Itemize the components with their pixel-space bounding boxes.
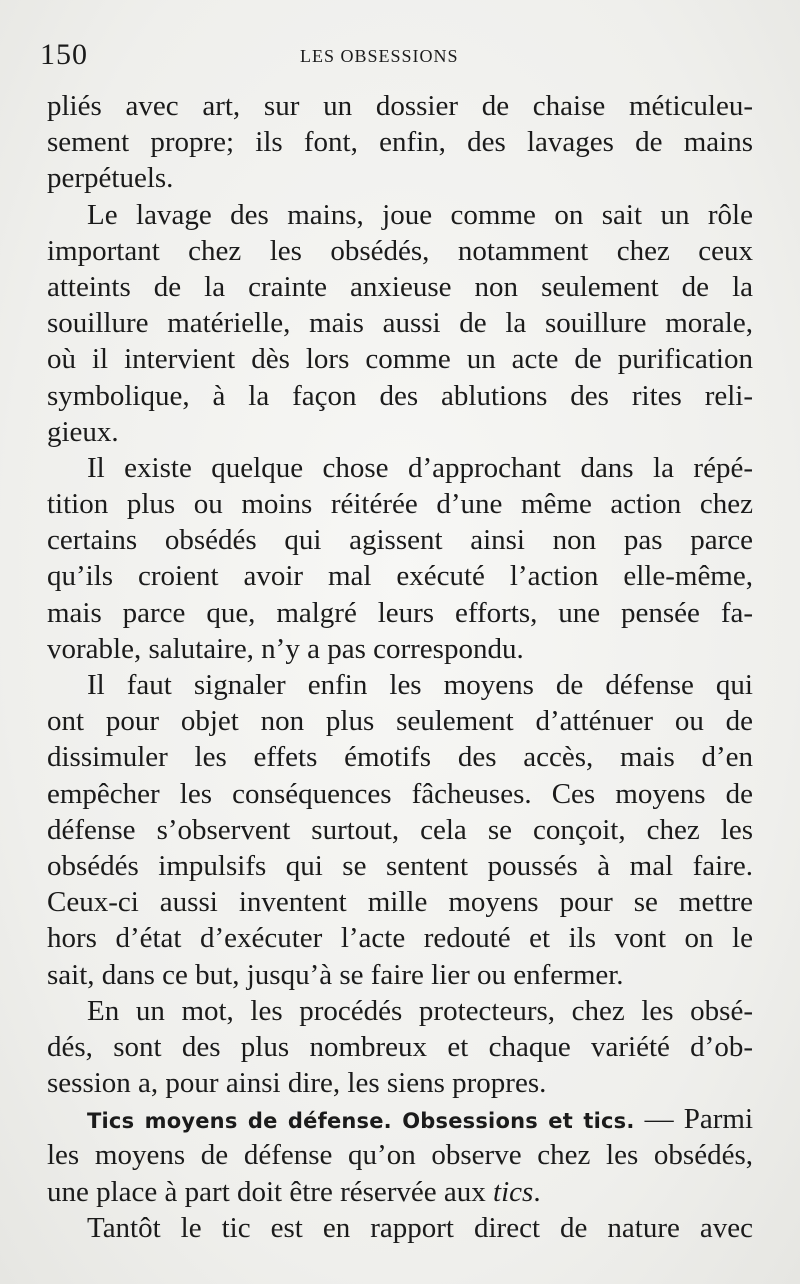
section-heading: Tics moyens de défense. Obsessions et tics. (87, 1109, 635, 1134)
text-line: important chez les obsédés, notamment chez ceux (47, 234, 753, 267)
text-line: mais parce que, malgré leurs efforts, une pensée fa- (47, 596, 753, 629)
text-line: sait, dans ce but, jusqu’à se faire lier ou enfermer. (47, 958, 624, 991)
text-line: session a, pour ainsi dire, les siens propres. (47, 1067, 547, 1100)
section-heading-line (47, 1101, 753, 1137)
page-header (40, 38, 760, 78)
text-line: les moyens de défense qu’on observe chez les obsédés, (47, 1139, 753, 1172)
text-line: En un mot, les procédés protecteurs, chez les obsé- (87, 994, 753, 1027)
text-line: certains obsédés qui agissent ainsi non pas parce (47, 524, 753, 557)
text-line: symbolique, à la façon des ablutions des rites reli- (47, 379, 753, 412)
text-line: tition plus ou moins réitérée d’une même action chez (47, 488, 753, 521)
text-fragment: . (533, 1175, 541, 1208)
text-line: Le lavage des mains, joue comme on sait un rôle (87, 198, 753, 231)
page-number: 150 (40, 38, 88, 71)
text-line: Il existe quelque chose d’approchant dans la répé- (87, 451, 753, 484)
text-line: hors d’état d’exécuter l’acte redouté et ils vont on le (47, 922, 753, 955)
text-line (47, 1174, 753, 1210)
text-line: défense s’observent surtout, cela se conçoit, chez les (47, 813, 753, 846)
text-line: Ceux-ci aussi inventent mille moyens pour se mettre (47, 886, 753, 919)
text-line: gieux. (47, 415, 119, 448)
text-fragment: une place à part doit être réservée aux (47, 1175, 494, 1208)
text-line: obsédés impulsifs qui se sentent poussés à mal faire. (47, 849, 753, 882)
body-text (47, 88, 753, 1246)
section-heading-tail: — Parmi (644, 1103, 754, 1136)
text-line: où il intervient dès lors comme un acte de purification (47, 343, 753, 376)
running-title: LES OBSESSIONS (300, 46, 459, 66)
text-line: Tantôt le tic est en rapport direct de nature avec (87, 1211, 753, 1244)
text-line: empêcher les conséquences fâcheuses. Ces moyens de (47, 777, 753, 810)
text-line: perpétuels. (47, 162, 174, 195)
text-line: sement propre; ils font, enfin, des lavages de mains (47, 126, 753, 159)
text-line: ont pour objet non plus seulement d’atténuer ou de (47, 705, 753, 738)
text-line: vorable, salutaire, n’y a pas correspondu. (47, 632, 524, 665)
text-line: pliés avec art, sur un dossier de chaise méticuleu- (47, 90, 753, 122)
text-line: Il faut signaler enfin les moyens de défense qui (87, 669, 753, 701)
italic-term: tics (493, 1175, 534, 1208)
text-line: atteints de la crainte anxieuse non seulement de la (47, 270, 753, 303)
text-line: dés, sont des plus nombreux et chaque variété d’ob- (47, 1030, 753, 1063)
text-line: dissimuler les effets émotifs des accès, mais d’en (47, 741, 753, 774)
text-line: qu’ils croient avoir mal exécuté l’action elle-même, (47, 560, 753, 593)
text-line: souillure matérielle, mais aussi de la souillure morale, (47, 307, 753, 340)
